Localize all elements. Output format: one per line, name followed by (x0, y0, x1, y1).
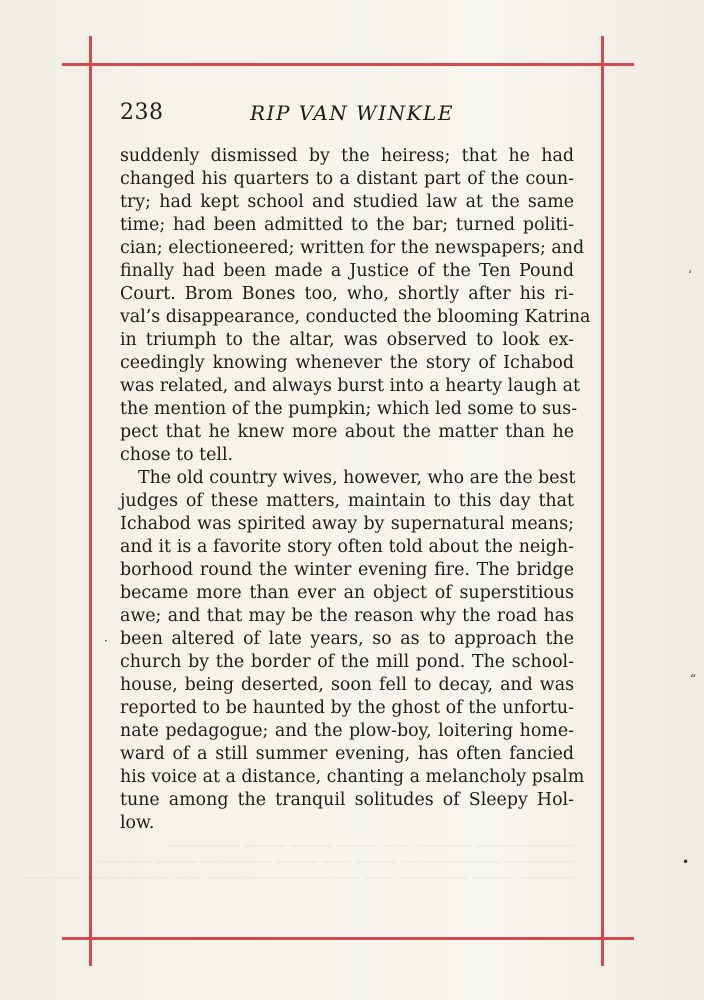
text-line: borhood round the winter evening fire. The bridge (120, 560, 574, 580)
edge-mark: ‘ (688, 268, 692, 282)
left-rule (89, 36, 92, 966)
text-line: church by the border of the mill pond. The school- (120, 652, 574, 672)
text-line: val’s disappearance, conducted the blooming Katrina (120, 307, 591, 327)
body-text (120, 145, 591, 835)
text-line: tune among the tranquil solitudes of Sleepy Hol- (120, 790, 574, 810)
text-line: changed his quarters to a distant part of the coun- (120, 169, 574, 189)
text-line: and it is a favorite story often told about the neigh- (120, 537, 574, 557)
text-line: time; had been admitted to the bar; turned politi- (120, 215, 574, 235)
text-line: nate pedagogue; and the plow-boy, loitering home- (120, 721, 574, 741)
text-line: was related, and always burst into a hearty laugh at (120, 376, 580, 396)
text-line: house, being deserted, soon fell to decay, and was (120, 675, 574, 695)
right-rule (601, 36, 604, 966)
bottom-rule (62, 937, 634, 940)
text-line: his voice at a distance, chanting a melancholy psalm (120, 767, 585, 787)
edge-mark: · (104, 634, 108, 648)
text-line: try; had kept school and studied law at the same (120, 192, 574, 212)
text-line: ceedingly knowing whenever the story of Ichabod (120, 353, 574, 373)
text-line: pect that he knew more about the matter than he (120, 422, 574, 442)
text-line: been altered of late years, so as to approach the (120, 629, 574, 649)
text-line: ward of a still summer evening, has often fancied (120, 744, 574, 764)
running-title: RIP VAN WINKLE (250, 101, 454, 125)
text-line: low. (120, 813, 155, 833)
text-line: in triumph to the altar, was observed to look ex- (120, 330, 574, 350)
text-line: reported to be haunted by the ghost of the unfortu- (120, 698, 574, 718)
text-line: judges of these matters, maintain to this day that (120, 491, 574, 511)
edge-mark: “ (690, 672, 697, 686)
paragraph-1 (120, 145, 591, 467)
text-line: suddenly dismissed by the heiress; that he had (120, 146, 574, 166)
paragraph-2 (120, 467, 585, 835)
text-line: chose to tell. (120, 445, 234, 465)
page-header (120, 98, 574, 132)
text-line: awe; and that may be the reason why the road has (120, 606, 574, 626)
top-rule (62, 63, 634, 66)
text-line: cian; electioneered; written for the newspapers; and (120, 238, 585, 258)
text-line: the mention of the pumpkin; which led some to sus- (120, 399, 578, 419)
page-number: 238 (120, 100, 164, 125)
text-line: Court. Brom Bones too, who, shortly after his ri- (120, 284, 574, 304)
text-line: became more than ever an object of superstitious (120, 583, 574, 603)
edge-mark: • (682, 855, 690, 869)
text-line: finally had been made a Justice of the Ten Pound (120, 261, 574, 281)
text-line: Ichabod was spirited away by supernatural means; (120, 514, 574, 534)
bleed-through-texture: ——————— ———— —— ——— ——— ——— ————— ————— ——————— ——— —— ——— ————— ——— ———— ———— ——— ————— —— ——————————— —— —————— ———— (24, 838, 574, 886)
text-line: The old country wives, however, who are the best (138, 468, 576, 488)
